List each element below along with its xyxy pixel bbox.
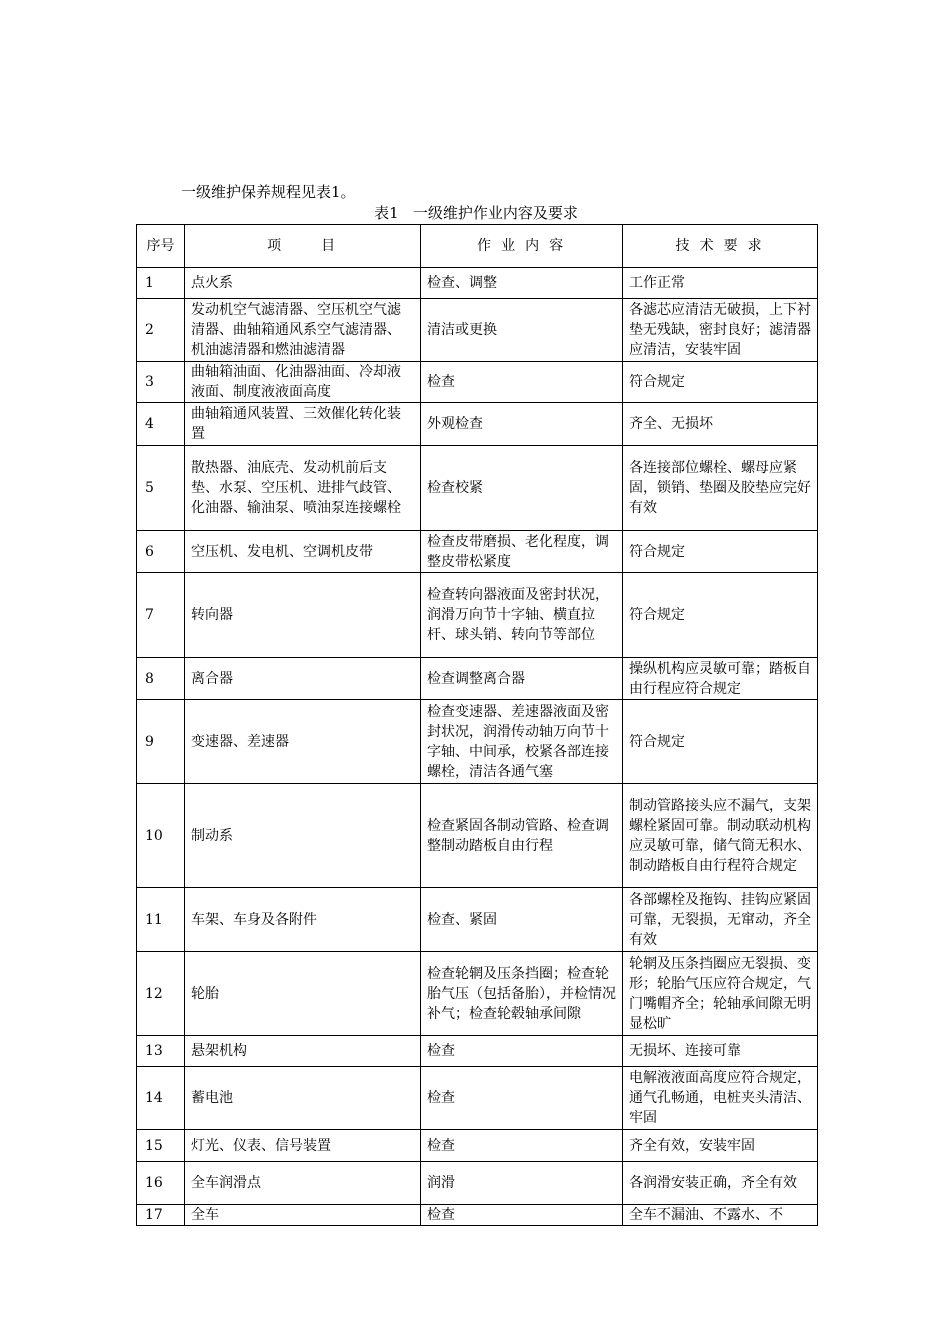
row-no: 6	[137, 531, 185, 573]
row-no: 2	[137, 299, 185, 362]
row-no: 8	[137, 658, 185, 700]
row-content: 检查转向器液面及密封状况，润滑万向节十字轴、横直拉杆、球头销、转向节等部位	[421, 573, 623, 658]
maintenance-table	[136, 224, 818, 1226]
row-item: 蓄电池	[185, 1067, 421, 1130]
row-item: 悬架机构	[185, 1036, 421, 1067]
table-row	[137, 362, 818, 403]
row-item: 全车润滑点	[185, 1162, 421, 1205]
table-header-row	[137, 225, 818, 268]
row-requirement: 符合规定	[623, 573, 818, 658]
row-content: 检查、紧固	[421, 888, 623, 952]
row-content: 检查	[421, 1067, 623, 1130]
row-requirement: 全车不漏油、不露水、不	[623, 1205, 818, 1226]
row-content: 检查校紧	[421, 446, 623, 531]
row-content: 检查	[421, 1036, 623, 1067]
row-content: 检查调整离合器	[421, 658, 623, 700]
table-caption: 表1 一级维护作业内容及要求	[374, 204, 578, 222]
table-row	[137, 700, 818, 784]
row-content: 检查变速器、差速器液面及密封状况，润滑传动轴万向节十字轴、中间承，校紧各部连接螺栓，清洁各通气塞	[421, 700, 623, 784]
table-row	[137, 1130, 818, 1162]
row-no: 5	[137, 446, 185, 531]
row-item: 散热器、油底壳、发动机前后支垫、水泵、空压机、进排气歧管、化油器、输油泵、喷油泵连接螺栓	[185, 446, 421, 531]
row-content: 外观检查	[421, 403, 623, 446]
row-requirement: 各滤芯应清洁无破损，上下衬垫无残缺，密封良好；滤清器应清洁，安装牢固	[623, 299, 818, 362]
table-row	[137, 446, 818, 531]
row-requirement: 符合规定	[623, 362, 818, 403]
row-requirement: 电解液液面高度应符合规定，通气孔畅通，电桩夹头清洁、牢固	[623, 1067, 818, 1130]
table-row	[137, 784, 818, 888]
table-row	[137, 268, 818, 299]
row-no: 11	[137, 888, 185, 952]
row-no: 14	[137, 1067, 185, 1130]
table-row	[137, 573, 818, 658]
table-row	[137, 299, 818, 362]
row-no: 1	[137, 268, 185, 299]
row-content: 检查皮带磨损、老化程度，调整皮带松紧度	[421, 531, 623, 573]
row-requirement: 各部螺栓及拖钩、挂钩应紧固可靠，无裂损，无窜动，齐全有效	[623, 888, 818, 952]
table-row	[137, 952, 818, 1036]
intro-text: 一级维护保养规程见表1。	[181, 183, 356, 201]
row-content: 检查	[421, 1130, 623, 1162]
row-requirement: 齐全、无损坏	[623, 403, 818, 446]
table-row	[137, 403, 818, 446]
table-row	[137, 888, 818, 952]
header-requirement: 技 术 要 求	[623, 225, 818, 268]
row-no: 3	[137, 362, 185, 403]
row-item: 曲轴箱通风装置、三效催化转化装置	[185, 403, 421, 446]
header-content: 作 业 内 容	[421, 225, 623, 268]
row-no: 13	[137, 1036, 185, 1067]
row-item: 点火系	[185, 268, 421, 299]
table-row	[137, 1205, 818, 1226]
row-content: 润滑	[421, 1162, 623, 1205]
row-content: 检查紧固各制动管路、检查调整制动踏板自由行程	[421, 784, 623, 888]
row-item: 车架、车身及各附件	[185, 888, 421, 952]
row-item: 离合器	[185, 658, 421, 700]
row-requirement: 各连接部位螺栓、螺母应紧固，锁销、垫圈及胶垫应完好有效	[623, 446, 818, 531]
row-no: 9	[137, 700, 185, 784]
row-item: 轮胎	[185, 952, 421, 1036]
row-requirement: 无损坏、连接可靠	[623, 1036, 818, 1067]
row-requirement: 符合规定	[623, 531, 818, 573]
row-requirement: 操纵机构应灵敏可靠；踏板自由行程应符合规定	[623, 658, 818, 700]
row-no: 7	[137, 573, 185, 658]
row-no: 17	[137, 1205, 185, 1226]
row-item: 变速器、差速器	[185, 700, 421, 784]
row-item: 空压机、发电机、空调机皮带	[185, 531, 421, 573]
header-item: 项 目	[185, 225, 421, 268]
row-no: 15	[137, 1130, 185, 1162]
row-item: 转向器	[185, 573, 421, 658]
row-item: 制动系	[185, 784, 421, 888]
row-content: 检查轮辋及压条挡圈；检查轮胎气压（包括备胎），并检情况补气；检查轮毂轴承间隙	[421, 952, 623, 1036]
row-item: 全车	[185, 1205, 421, 1226]
row-requirement: 工作正常	[623, 268, 818, 299]
row-no: 4	[137, 403, 185, 446]
row-item: 灯光、仪表、信号装置	[185, 1130, 421, 1162]
table-row	[137, 1036, 818, 1067]
table-row	[137, 658, 818, 700]
row-item: 曲轴箱油面、化油器油面、冷却液液面、制度液液面高度	[185, 362, 421, 403]
table-row	[137, 1067, 818, 1130]
row-content: 检查	[421, 362, 623, 403]
row-no: 10	[137, 784, 185, 888]
table-row	[137, 1162, 818, 1205]
row-requirement: 各润滑安装正确，齐全有效	[623, 1162, 818, 1205]
row-no: 12	[137, 952, 185, 1036]
row-no: 16	[137, 1162, 185, 1205]
header-no: 序号	[137, 225, 185, 268]
row-item: 发动机空气滤清器、空压机空气滤清器、曲轴箱通风系空气滤清器、机油滤清器和燃油滤清器	[185, 299, 421, 362]
row-content: 检查	[421, 1205, 623, 1226]
row-requirement: 制动管路接头应不漏气，支架螺栓紧固可靠。制动联动机构应灵敏可靠，储气筒无积水、制动踏板自由行程符合规定	[623, 784, 818, 888]
row-content: 清洁或更换	[421, 299, 623, 362]
row-content: 检查、调整	[421, 268, 623, 299]
row-requirement: 符合规定	[623, 700, 818, 784]
row-requirement: 齐全有效，安装牢固	[623, 1130, 818, 1162]
row-requirement: 轮辋及压条挡圈应无裂损、变形；轮胎气压应符合规定，气门嘴帽齐全；轮轴承间隙无明显松旷	[623, 952, 818, 1036]
table-row	[137, 531, 818, 573]
